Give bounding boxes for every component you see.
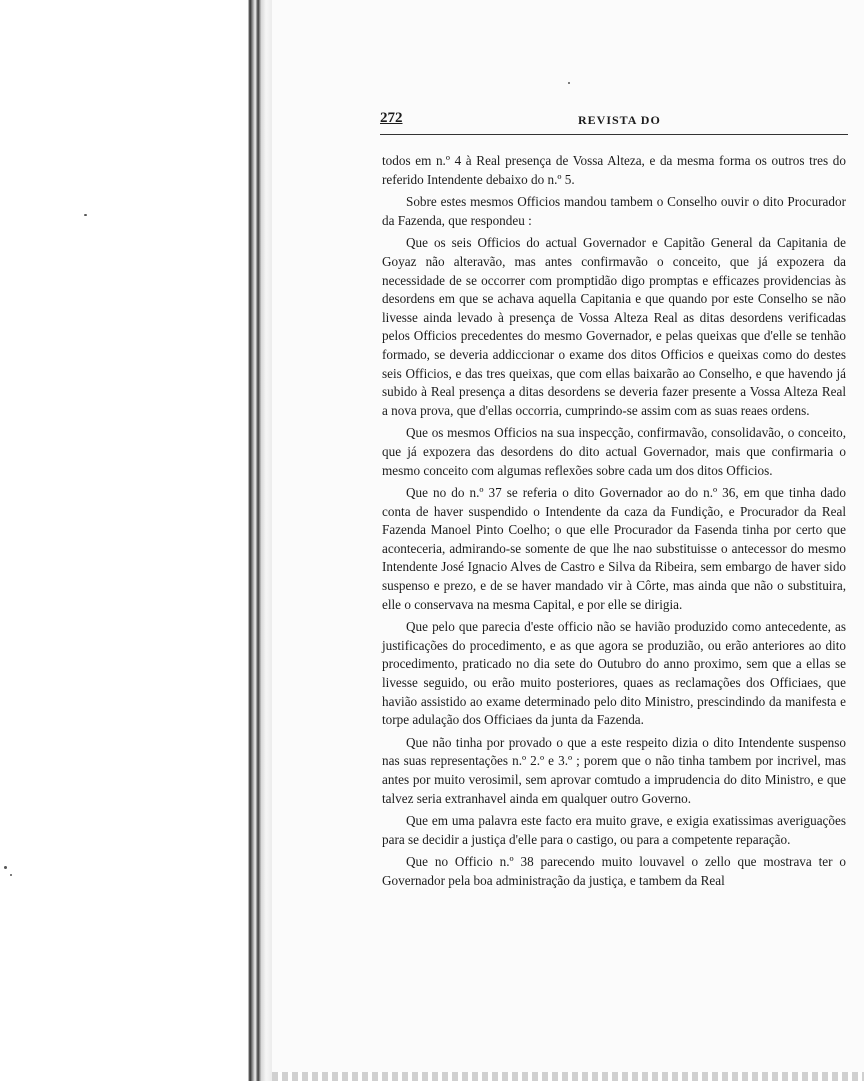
page-speck xyxy=(4,866,7,869)
page-header xyxy=(380,110,848,130)
paragraph: Que no do n.º 37 se referia o dito Governador ao do n.º 36, em que tinha dado conta de haver suspendido o Intendente da caza da Fundição, e Procurador da Real Fazenda Manoel Pinto Coelho; o que elle Procurador da Fasenda tinha por certo que aconteceria, admirando-se somente de que lhe nao substituisse o antecessor do mesmo Intendente José Ignacio Alves de Castro e Silva da Ribeira, sem embargo de haver sido suspenso e prezo, e de se haver mandado vir à Côrte, mas ainda que não o substituira, elle o conservava na mesma Capital, e por elle se dirigia. xyxy=(382,485,846,612)
paragraph: todos em n.º 4 à Real presença de Vossa Alteza, e da mesma forma os outros tres do referido Intendente debaixo do n.º 5. xyxy=(382,153,846,187)
paragraph: Que não tinha por provado o que a este respeito dizia o dito Intendente suspenso nas suas representações n.º 2.º e 3.º ; porem que o não tinha tambem por incrivel, mas antes por muito verosimil, sem aprovar comtudo a imprudencia do dito Ministro, e que talvez seria extranhavel ainda em qualquer outro Governo. xyxy=(382,734,846,806)
paragraph: Que os mesmos Officios na sua inspecção, confirmavão, consolidavão, o conceito, que já expozera das desordens do dito actual Governador, mais que confirmaria o mesmo conceito com algumas reflexões sobre cada um dos ditos Officios. xyxy=(382,425,846,478)
body-text xyxy=(382,152,846,895)
book-gutter xyxy=(248,0,272,1081)
left-page-blank xyxy=(0,0,250,1081)
paragraph: Sobre estes mesmos Officios mandou tambem o Conselho ouvir o dito Procurador da Fazenda, que respondeu : xyxy=(382,194,846,228)
header-rule xyxy=(380,134,848,135)
page-speck xyxy=(10,874,12,876)
paragraph: Que os seis Officios do actual Governador e Capitão General da Capitania de Goyaz não alteravão, mas antes confirmavão o conceito, que já expozera da necessidade de se occorrer com promptidão digo promptas e efficazes providencias às desordens em que se achava aquella Capitania e que quando por este Conselho se não livesse ainda levado à presença de Vossa Alteza Real as ditas desordens verificadas pelos Officios precedentes do mesmo Governador, e pelas queixas que d'elle se tenhão formado, se deveria addiccionar o exame dos ditos Officios e queixas como do destes seis Officios, e das tres queixas, que com ellas baixarão ao Conselho, e que havendo já subido à Real presença a ditas desordens se deveria fazer presente a Vossa Alteza Real a nova prova, que d'ellas occorria, cumprindo-se assim com as suas reaes ordens. xyxy=(382,235,846,418)
page-bottom-edge xyxy=(272,1072,864,1081)
page-speck xyxy=(84,214,87,216)
running-title: REVISTA DO xyxy=(578,113,661,127)
paragraph: Que no Officio n.º 38 parecendo muito louvavel o zello que mostrava ter o Governador pela boa administração da justiça, e tambem da Real xyxy=(382,854,846,888)
page-number: 272 xyxy=(380,110,403,126)
page-speck xyxy=(568,82,570,84)
paragraph: Que pelo que parecia d'este officio não se havião produzido como antecedente, as justificações do procedimento, e as que agora se produzião, ou erão anteriores ao dito procedimento, praticado no dia sete do Outubro do anno proximo, sem que a ellas se livesse seguido, ou erão muito posteriores, quaes as reclamações dos Officiaes, que havião assistido ao exame determinado pelo dito Ministro, prescindindo da manifesta e torpe adulação dos Officiaes da junta da Fazenda. xyxy=(382,619,846,728)
paragraph: Que em uma palavra este facto era muito grave, e exigia exatissimas averiguações para se decidir a justiça d'elle para o castigo, ou para a competente reparação. xyxy=(382,813,846,847)
